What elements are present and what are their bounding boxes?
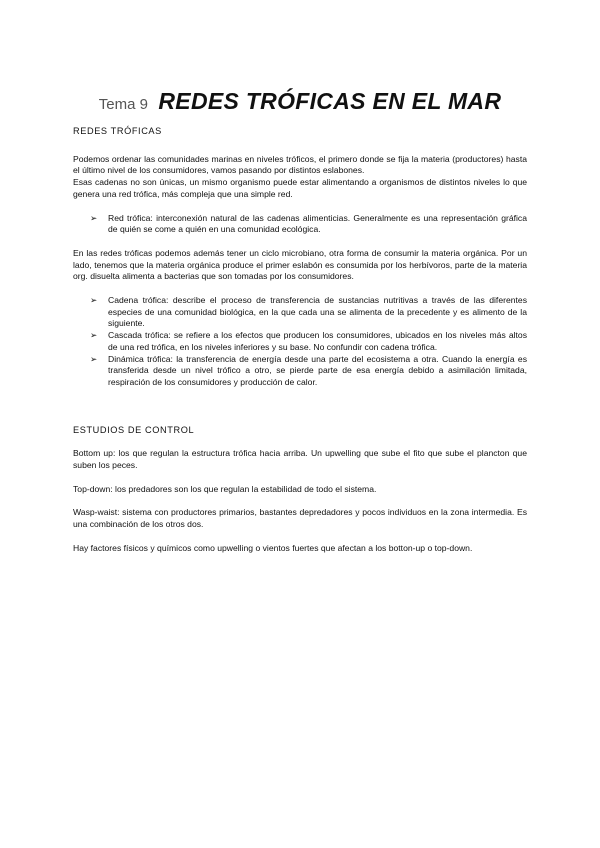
tema-label: Tema 9 bbox=[98, 96, 148, 113]
list-item bbox=[73, 330, 527, 353]
list-item-text: Red trófica: interconexión natural de las cadenas alimenticias. Generalmente es una representación gráfica de quién se come a quién en una comunidad ecológica. bbox=[108, 212, 527, 235]
content-body bbox=[73, 126, 527, 555]
arrow-bullet-icon: ➢ bbox=[90, 295, 98, 306]
list-item-text: Dinámica trófica: la transferencia de energía desde una parte del ecosistema a otra. Cuando la energía es transferida desde un nivel trófico a otro, se pierde parte de esa energía debido a asimilación limitada, respiración de los consumidores y producción de calor. bbox=[108, 353, 527, 387]
arrow-bullet-icon: ➢ bbox=[90, 330, 98, 341]
paragraph: Top-down: los predadores son los que regulan la estabilidad de todo el sistema. bbox=[73, 483, 377, 494]
bullet-list bbox=[73, 295, 527, 389]
section-heading-estudios: ESTUDIOS DE CONTROL bbox=[73, 424, 195, 435]
arrow-bullet-icon: ➢ bbox=[90, 212, 98, 223]
list-item bbox=[73, 213, 527, 236]
paragraph: En las redes tróficas podemos además tener un ciclo microbiano, otra forma de consumir la materia orgánica. Por un lado, tenemos que la materia orgánica produce el primer eslabón es consumida por los herbívoros, parte de la materia org. disuelta alimenta a bacterias que son tomadas por los consumidores. bbox=[73, 247, 527, 282]
list-item bbox=[73, 354, 527, 389]
paragraph: Hay factores físicos y químicos como upwelling o vientos fuertes que afectan a los botton-up o top-down. bbox=[73, 542, 473, 553]
paragraph: Wasp-waist: sistema con productores primarios, bastantes depredadores y pocos individuos en la zona intermedia. Es una combinación de los otros dos. bbox=[73, 507, 527, 530]
page-title bbox=[0, 88, 600, 115]
paragraph: Esas cadenas no son únicas, un mismo organismo puede estar alimentando a organismos de distintos niveles lo que genera una red trófica, más compleja que una simple red. bbox=[73, 177, 527, 199]
list-item-text: Cascada trófica: se refiere a los efectos que producen los consumidores, ubicados en los niveles más altos de una red trófica, en los niveles inferiores y su base. No confundir con cadena trófica. bbox=[108, 330, 527, 352]
title-text: REDES TRÓFICAS EN EL MAR bbox=[158, 88, 502, 114]
list-item bbox=[73, 295, 527, 330]
paragraph: Bottom up: los que regulan la estructura trófica hacia arriba. Un upwelling que sube el fito que sube el plancton que suben los peces. bbox=[73, 448, 527, 471]
list-item-text: Cadena trófica: describe el proceso de transferencia de sustancias nutritivas a través de las diferentes especies de una comunidad biológica, en la que cada una se alimenta de la precedente y es alimento de la siguiente. bbox=[108, 295, 527, 329]
bullet-list bbox=[73, 213, 527, 236]
paragraph: Podemos ordenar las comunidades marinas en niveles tróficos, el primero donde se fija la materia (productores) hasta el último nivel de los consumidores, vamos pasando por distintos eslabones. bbox=[73, 153, 527, 176]
section-heading-redes: REDES TRÓFICAS bbox=[73, 126, 162, 136]
arrow-bullet-icon: ➢ bbox=[90, 353, 98, 364]
